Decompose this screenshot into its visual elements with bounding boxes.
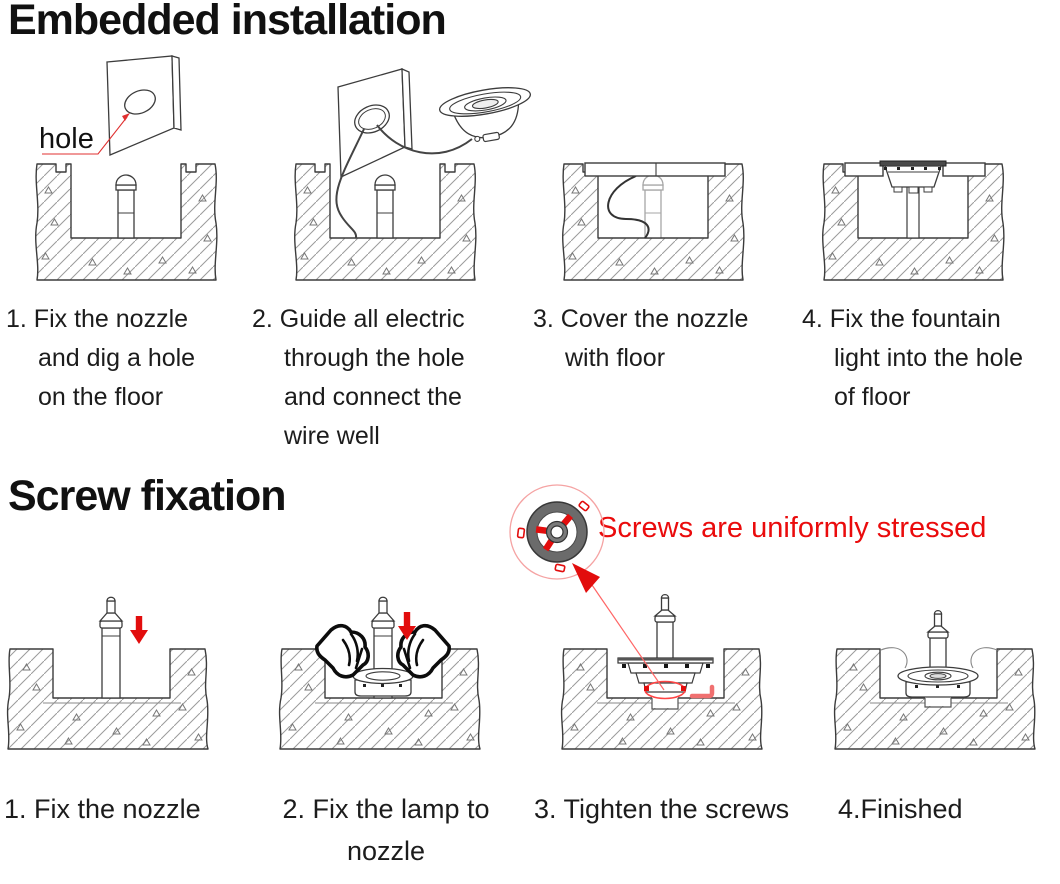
figure-screw-step-1 — [0, 592, 240, 784]
figure-embedded-step-3 — [538, 55, 800, 300]
figure-embedded-step-2 — [276, 55, 538, 300]
step-caption: 1. Fix the nozzle — [4, 794, 201, 824]
nozzle — [116, 175, 136, 238]
section-title-screw: Screw fixation — [8, 472, 286, 520]
section-title-embedded: Embedded installation — [8, 0, 446, 44]
down-arrow-icon — [130, 616, 148, 644]
figure-embedded-step-1 — [6, 55, 262, 300]
nozzle — [907, 186, 919, 238]
nozzle — [375, 175, 395, 238]
step-caption: 2. Fix the lamp to nozzle — [282, 794, 490, 866]
screw-note: Screws are uniformly stressed — [598, 512, 987, 544]
figure-screw-step-4 — [820, 592, 1060, 784]
fountain-light-side — [438, 82, 537, 148]
step-caption: 3. Tighten the screws — [534, 794, 790, 824]
hole-label: hole — [39, 123, 94, 155]
step-caption: 4. Fix the fountain light into the hole of floor — [802, 305, 1024, 411]
step-caption: 4.Finished — [838, 794, 963, 824]
fountain-light-finished — [898, 667, 978, 697]
figure-screw-step-2 — [255, 592, 505, 784]
callout-arrow-icon — [572, 563, 600, 593]
nozzle — [100, 597, 122, 698]
fountain-light-ring — [353, 669, 413, 697]
fountain-light-embedded — [880, 161, 946, 193]
lamp-top-view — [517, 501, 589, 572]
floor-panel — [107, 56, 181, 155]
step-caption: 3. Cover the nozzle with floor — [533, 305, 749, 372]
nozzle — [643, 175, 663, 238]
nozzle — [655, 595, 675, 660]
floor-cover-slab — [585, 163, 725, 176]
figure-screw-step-3 — [540, 592, 790, 784]
magnifier-circle — [510, 485, 604, 579]
floor-notch — [652, 692, 678, 709]
figure-embedded-step-4 — [798, 55, 1060, 300]
nozzle — [928, 611, 948, 676]
allen-key-icon — [692, 687, 712, 696]
fountain-light-flanged — [618, 658, 713, 692]
step-caption: 1. Fix the nozzle and dig a hole on the floor — [6, 305, 196, 411]
step-caption: 2. Guide all electric through the hole and connect the wire well — [252, 305, 465, 450]
